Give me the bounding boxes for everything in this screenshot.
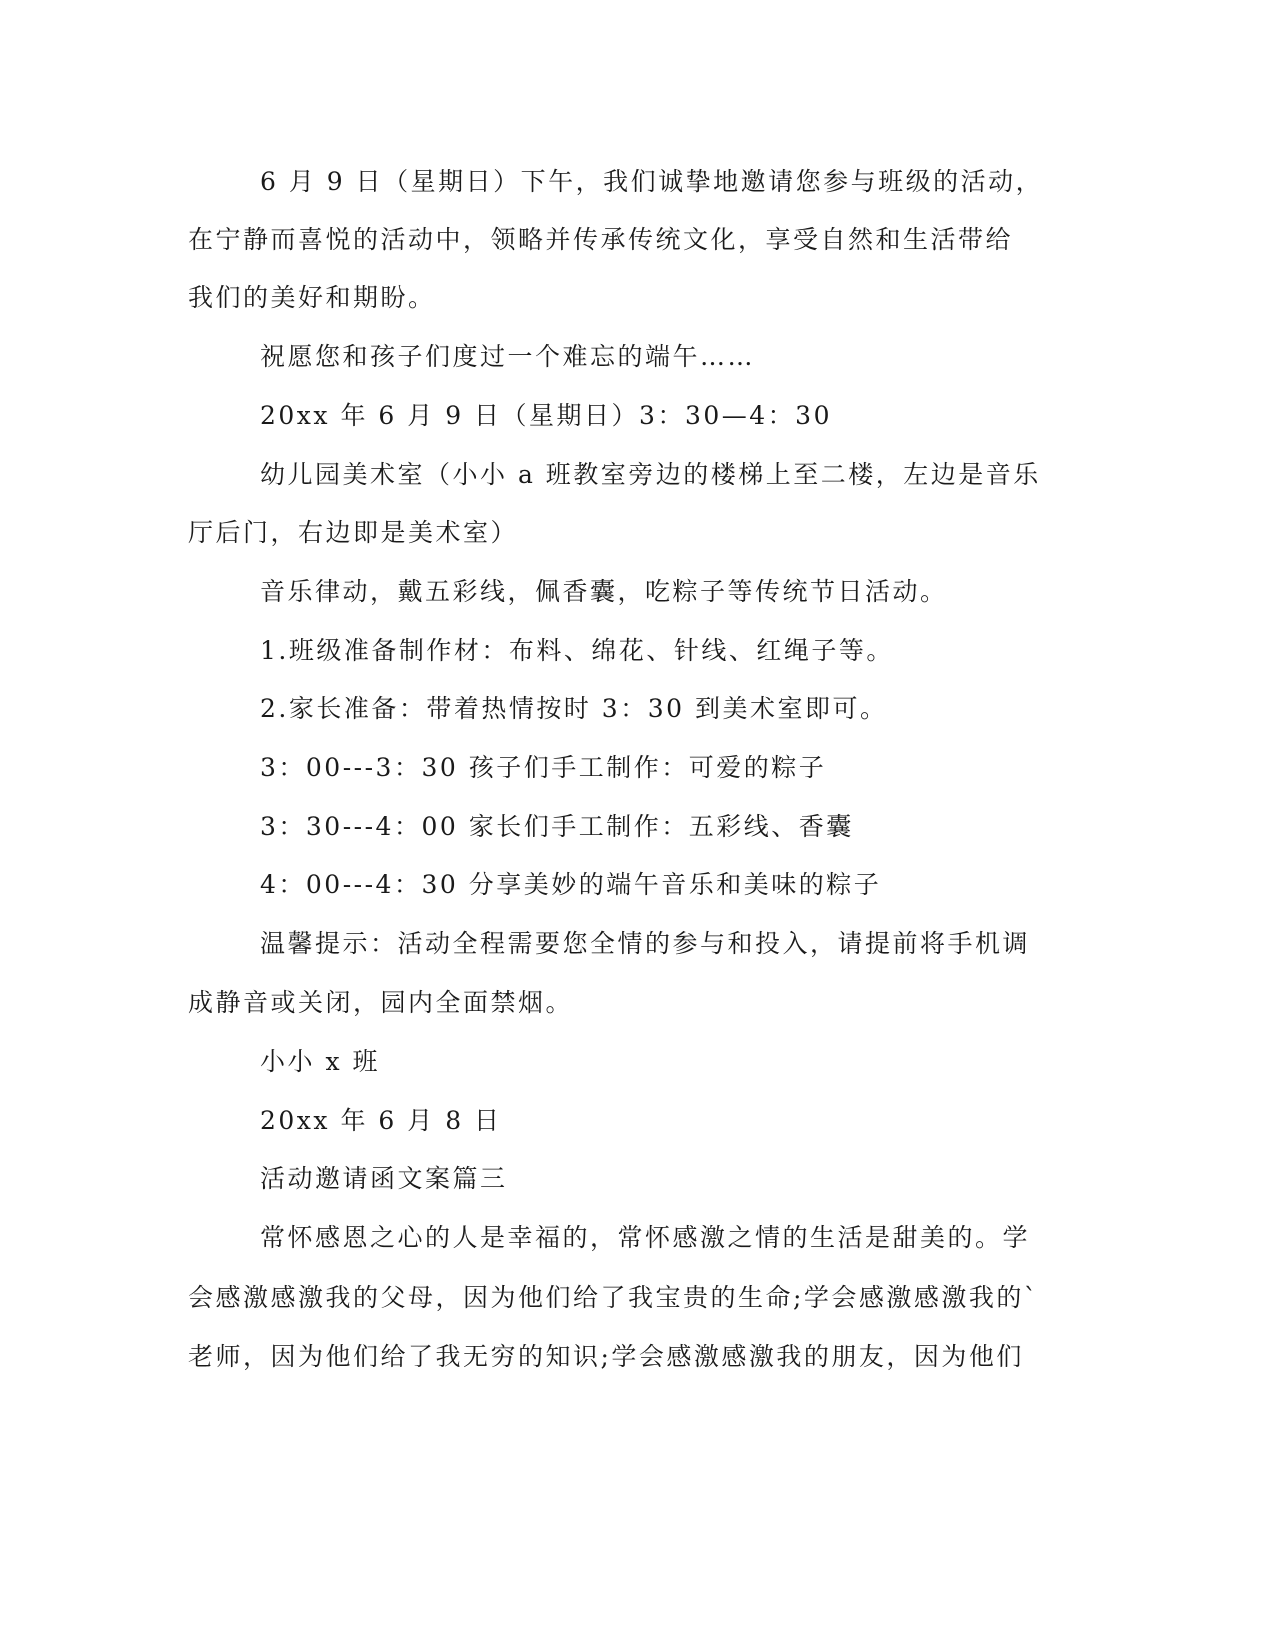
preparation-item-2: 2.家长准备：带着热情按时 3：30 到美术室即可。 [260,694,888,723]
event-location-line-2: 厅后门，右边即是美术室） [188,518,519,547]
reminder-line-1: 温馨提示：活动全程需要您全情的参与和投入，请提前将手机调 [260,929,1031,958]
signature-class: 小小 x 班 [260,1047,380,1076]
wish-line: 祝愿您和孩子们度过一个难忘的端午…… [260,342,756,371]
gratitude-line-1: 常怀感恩之心的人是幸福的，常怀感激之情的生活是甜美的。学 [260,1223,1031,1252]
signature-date: 20xx 年 6 月 8 日 [260,1106,502,1135]
gratitude-line-2: 会感激感激我的父母，因为他们给了我宝贵的生命;学会感激感激我的` [188,1283,1039,1312]
reminder-line-2: 成静音或关闭，园内全面禁烟。 [188,988,574,1017]
event-location-line-1: 幼儿园美术室（小小 a 班教室旁边的楼梯上至二楼，左边是音乐 [260,460,1041,489]
event-content: 音乐律动，戴五彩线，佩香囊，吃粽子等传统节日活动。 [260,577,948,606]
paragraph-invitation-line-1: 6 月 9 日（星期日）下午，我们诚挚地邀请您参与班级的活动， [260,167,1044,196]
event-time: 20xx 年 6 月 9 日（星期日）3：30—4：30 [260,401,832,430]
section-heading: 活动邀请函文案篇三 [260,1164,508,1193]
schedule-item-1: 3：00---3：30 孩子们手工制作：可爱的粽子 [260,753,827,782]
schedule-item-2: 3：30---4：00 家长们手工制作：五彩线、香囊 [260,812,854,841]
gratitude-line-3: 老师，因为他们给了我无穷的知识;学会感激感激我的朋友，因为他们 [188,1342,1024,1371]
paragraph-invitation-line-3: 我们的美好和期盼。 [188,283,436,312]
preparation-item-1: 1.班级准备制作材：布料、绵花、针线、红绳子等。 [260,636,894,665]
schedule-item-3: 4：00---4：30 分享美妙的端午音乐和美味的粽子 [260,870,882,899]
paragraph-invitation-line-2: 在宁静而喜悦的活动中，领略并传承传统文化，享受自然和生活带给 [188,225,1014,254]
